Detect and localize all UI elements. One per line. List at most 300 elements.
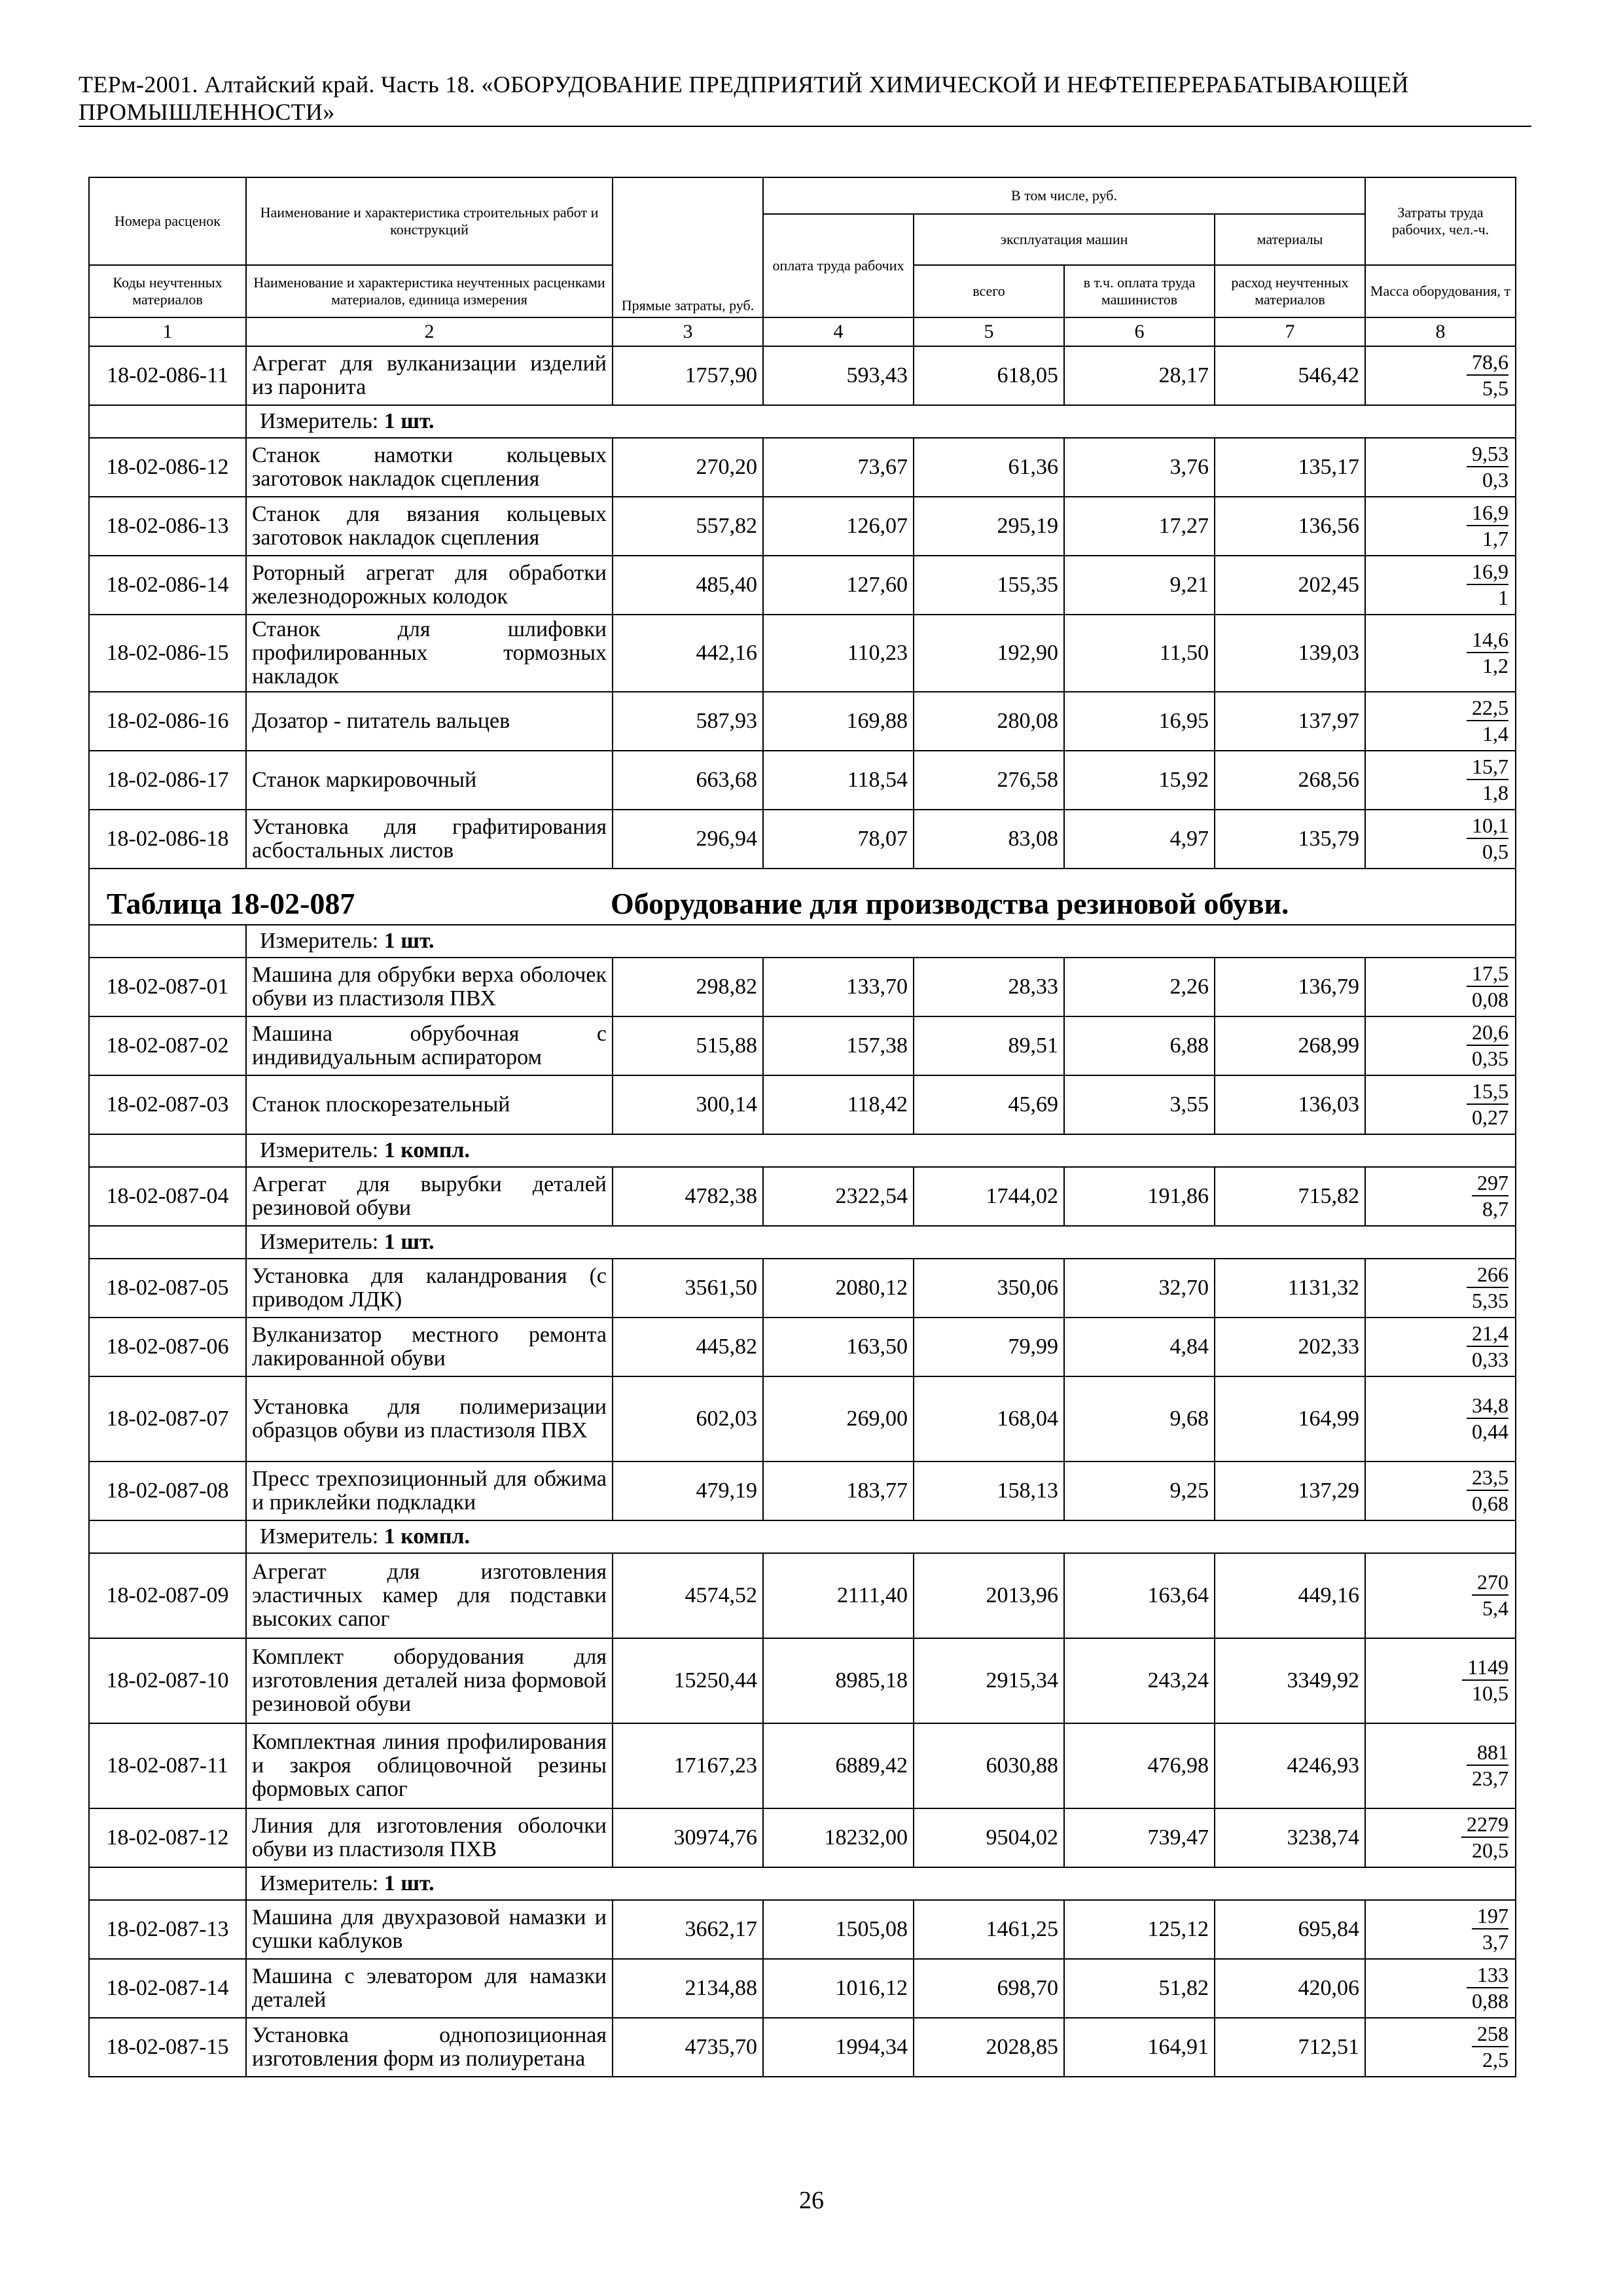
labor-mass-fraction [1365,1462,1516,1520]
rate-code: 18-02-086-12 [89,438,246,497]
fraction [1472,2022,1508,2072]
table-label: Таблица 18-02-087 [107,887,355,920]
operator-pay: 6,88 [1064,1016,1215,1075]
labor-mass-fraction [1365,438,1516,497]
rate-code: 18-02-087-04 [89,1167,246,1226]
equipment-mass-value: 5,35 [1472,1289,1509,1312]
materials-cost: 268,99 [1215,1016,1365,1075]
labor-costs-value: 78,6 [1467,350,1508,376]
rate-code: 18-02-086-17 [89,751,246,810]
operator-pay: 164,91 [1064,2018,1215,2077]
fraction [1467,560,1508,609]
measure-row [89,1134,1516,1167]
labor-costs-value: 21,4 [1467,1321,1508,1347]
machine-operation-total: 295,19 [914,497,1064,556]
fraction [1467,628,1508,677]
machine-operation-total: 2028,85 [914,2018,1064,2077]
rate-code: 18-02-087-08 [89,1462,246,1520]
fraction [1467,814,1508,863]
rate-code: 18-02-087-02 [89,1016,246,1075]
fraction [1467,501,1508,550]
rate-code: 18-02-087-05 [89,1259,246,1318]
operator-pay: 3,55 [1064,1075,1215,1134]
worker-pay: 133,70 [763,958,914,1016]
machine-operation-total: 45,69 [914,1075,1064,1134]
direct-costs: 15250,44 [613,1638,763,1723]
operator-pay: 125,12 [1064,1900,1215,1959]
direct-costs: 445,82 [613,1318,763,1376]
rate-code: 18-02-086-14 [89,556,246,615]
materials-cost: 164,99 [1215,1376,1365,1462]
page-header [79,71,1518,126]
worker-pay: 163,50 [763,1318,914,1376]
work-name: Агрегат для вулканизации изделий из паронита [246,346,613,405]
worker-pay: 118,54 [763,751,914,810]
equipment-mass-value: 0,44 [1472,1420,1509,1443]
materials-cost: 137,97 [1215,692,1365,751]
labor-mass-fraction [1365,1959,1516,2018]
rate-code: 18-02-087-12 [89,1808,246,1867]
head-unaccounted-codes: Коды неучтенных материалов [89,265,246,317]
table-row [89,1376,1516,1462]
labor-costs-value: 881 [1467,1740,1508,1766]
fraction [1472,1904,1508,1954]
operator-pay: 163,64 [1064,1553,1215,1638]
operator-pay: 4,97 [1064,810,1215,869]
rate-code: 18-02-087-15 [89,2018,246,2077]
labor-mass-fraction [1365,1016,1516,1075]
fraction [1467,442,1508,492]
rate-code: 18-02-087-06 [89,1318,246,1376]
operator-pay: 28,17 [1064,346,1215,405]
materials-cost: 136,56 [1215,497,1365,556]
work-name: Роторный агрегат для обработки железнодорожных колодок [246,556,613,615]
rate-code: 18-02-087-11 [89,1723,246,1808]
column-number: 8 [1365,317,1516,346]
equipment-mass-value: 5,5 [1482,376,1509,400]
equipment-mass-value: 0,33 [1472,1348,1509,1371]
machine-operation-total: 1461,25 [914,1900,1064,1959]
measure-label: Измеритель: [260,1230,384,1254]
equipment-mass-value: 5,4 [1482,1596,1509,1620]
direct-costs: 270,20 [613,438,763,497]
work-name: Линия для изготовления оболочки обуви из пластизоля ПХВ [246,1808,613,1867]
materials-cost: 268,56 [1215,751,1365,810]
fraction [1467,1740,1508,1790]
labor-mass-fraction [1365,346,1516,405]
measure-unit [246,1867,1516,1900]
machine-operation-total: 192,90 [914,615,1064,692]
table-row [89,692,1516,751]
equipment-mass-value: 2,5 [1482,2048,1509,2072]
column-numbers-row [89,317,1516,346]
work-name: Вулканизатор местного ремонта лакированной обуви [246,1318,613,1376]
worker-pay: 593,43 [763,346,914,405]
fraction [1472,1570,1508,1620]
rate-code: 18-02-086-15 [89,615,246,692]
page-header-line-1: ТЕРм-2001. Алтайский край. Часть 18. «ОБОРУДОВАНИЕ ПРЕДПРИЯТИЙ ХИМИЧЕСКОЙ И НЕФТЕПЕРЕРАБАТЫВАЮЩЕЙ [79,71,1409,98]
work-name: Дозатор - питатель вальцев [246,692,613,751]
measure-unit [246,1226,1516,1259]
equipment-mass-value: 23,7 [1472,1767,1509,1790]
operator-pay: 191,86 [1064,1167,1215,1226]
equipment-mass-value: 0,88 [1472,1989,1509,2013]
table-row [89,751,1516,810]
equipment-mass-value: 3,7 [1482,1930,1509,1954]
table-row [89,1259,1516,1318]
machine-operation-total: 2915,34 [914,1638,1064,1723]
materials-cost: 4246,93 [1215,1723,1365,1808]
measure-label: Измеритель: [260,929,384,953]
rate-code: 18-02-086-16 [89,692,246,751]
table-row [89,1723,1516,1808]
direct-costs: 298,82 [613,958,763,1016]
head-work-name: Наименование и характеристика строительных работ и конструкций [246,177,613,265]
labor-mass-fraction [1365,810,1516,869]
materials-cost: 139,03 [1215,615,1365,692]
measure-unit [246,1134,1516,1167]
rate-code: 18-02-087-03 [89,1075,246,1134]
equipment-mass-value: 0,3 [1482,468,1509,492]
rate-code: 18-02-087-14 [89,1959,246,2018]
fraction [1467,1079,1508,1129]
measure-spacer [89,405,246,438]
equipment-mass-value: 0,08 [1472,988,1509,1011]
materials-cost: 712,51 [1215,2018,1365,2077]
head-total: всего [914,265,1064,317]
work-name: Машина обрубочная с индивидуальным аспиратором [246,1016,613,1075]
labor-mass-fraction [1365,1638,1516,1723]
measure-spacer [89,1520,246,1553]
machine-operation-total: 168,04 [914,1376,1064,1462]
head-worker-pay: оплата труда рабочих [763,214,914,317]
head-labor-costs: Затраты труда рабочих, чел.-ч. [1365,177,1516,265]
work-name: Станок для шлифовки профилированных тормозных накладок [246,615,613,692]
head-materials: материалы [1215,214,1365,265]
machine-operation-total: 1744,02 [914,1167,1064,1226]
direct-costs: 3561,50 [613,1259,763,1318]
fraction [1467,350,1508,400]
measure-row [89,925,1516,958]
column-number: 2 [246,317,613,346]
direct-costs: 300,14 [613,1075,763,1134]
work-name: Установка для каландрования (с приводом ЛДК) [246,1259,613,1318]
materials-cost: 136,79 [1215,958,1365,1016]
table-row [89,438,1516,497]
fraction [1467,1963,1508,2013]
machine-operation-total: 698,70 [914,1959,1064,2018]
direct-costs: 1757,90 [613,346,763,405]
fraction [1467,1321,1508,1371]
measure-row [89,405,1516,438]
worker-pay: 2111,40 [763,1553,914,1638]
direct-costs: 602,03 [613,1376,763,1462]
machine-operation-total: 2013,96 [914,1553,1064,1638]
materials-cost: 546,42 [1215,346,1365,405]
measure-row [89,1226,1516,1259]
work-name: Машина для двухразовой намазки и сушки каблуков [246,1900,613,1959]
worker-pay: 126,07 [763,497,914,556]
operator-pay: 9,21 [1064,556,1215,615]
labor-costs-value: 297 [1472,1171,1508,1196]
equipment-mass-value: 0,27 [1472,1105,1509,1129]
operator-pay: 17,27 [1064,497,1215,556]
worker-pay: 118,42 [763,1075,914,1134]
work-name: Станок для вязания кольцевых заготовок накладок сцепления [246,497,613,556]
labor-costs-value: 2279 [1461,1812,1508,1838]
operator-pay: 9,68 [1064,1376,1215,1462]
rate-code: 18-02-086-18 [89,810,246,869]
measure-unit-value: 1 шт. [383,1871,435,1895]
fraction [1467,755,1508,804]
labor-costs-value: 22,5 [1467,696,1508,721]
worker-pay: 110,23 [763,615,914,692]
work-name: Пресс трехпозиционный для обжима и приклейки подкладки [246,1462,613,1520]
work-name: Установка однопозиционная изготовления форм из полиуретана [246,2018,613,2077]
materials-cost: 420,06 [1215,1959,1365,2018]
table-row [89,2018,1516,2077]
work-name: Станок намотки кольцевых заготовок накладок сцепления [246,438,613,497]
work-name: Установка для полимеризации образцов обуви из пластизоля ПВХ [246,1376,613,1462]
head-direct-costs: Прямые затраты, руб. [613,177,763,317]
direct-costs: 4735,70 [613,2018,763,2077]
table-row [89,810,1516,869]
work-name: Станок плоскорезательный [246,1075,613,1134]
operator-pay: 51,82 [1064,1959,1215,2018]
fraction [1467,1393,1508,1443]
measure-row [89,1867,1516,1900]
equipment-mass-value: 1 [1498,586,1509,609]
materials-cost: 3238,74 [1215,1808,1365,1867]
head-machine-operation: эксплуатация машин [914,214,1215,265]
direct-costs: 17167,23 [613,1723,763,1808]
labor-costs-value: 14,6 [1467,628,1508,653]
measure-spacer [89,1134,246,1167]
table-title: Оборудование для производства резиновой обуви. [611,887,1289,920]
operator-pay: 15,92 [1064,751,1215,810]
equipment-mass-value: 1,7 [1482,527,1509,550]
direct-costs: 4782,38 [613,1167,763,1226]
machine-operation-total: 276,58 [914,751,1064,810]
worker-pay: 18232,00 [763,1808,914,1867]
materials-cost: 202,45 [1215,556,1365,615]
operator-pay: 476,98 [1064,1723,1215,1808]
table-row [89,1553,1516,1638]
operator-pay: 32,70 [1064,1259,1215,1318]
machine-operation-total: 158,13 [914,1462,1064,1520]
worker-pay: 2322,54 [763,1167,914,1226]
direct-costs: 442,16 [613,615,763,692]
labor-mass-fraction [1365,1808,1516,1867]
labor-costs-value: 197 [1472,1904,1508,1929]
worker-pay: 8985,18 [763,1638,914,1723]
machine-operation-total: 280,08 [914,692,1064,751]
machine-operation-total: 89,51 [914,1016,1064,1075]
labor-costs-value: 34,8 [1467,1393,1508,1419]
machine-operation-total: 61,36 [914,438,1064,497]
measure-unit-value: 1 компл. [383,1524,471,1549]
worker-pay: 169,88 [763,692,914,751]
table-row [89,615,1516,692]
labor-costs-value: 1149 [1462,1655,1508,1681]
labor-costs-value: 133 [1467,1963,1508,1988]
direct-costs: 2134,88 [613,1959,763,2018]
worker-pay: 2080,12 [763,1259,914,1318]
rate-code: 18-02-086-13 [89,497,246,556]
labor-mass-fraction [1365,1723,1516,1808]
labor-mass-fraction [1365,692,1516,751]
direct-costs: 296,94 [613,810,763,869]
header-rule [79,126,1531,127]
fraction [1462,1655,1508,1705]
operator-pay: 2,26 [1064,958,1215,1016]
worker-pay: 6889,42 [763,1723,914,1808]
table-row [89,1638,1516,1723]
equipment-mass-value: 0,35 [1472,1047,1509,1070]
head-equipment-mass: Масса оборудования, т [1365,265,1516,317]
direct-costs: 3662,17 [613,1900,763,1959]
measure-unit-value: 1 шт. [383,929,435,953]
labor-costs-value: 15,7 [1467,755,1508,780]
fraction [1467,1465,1508,1515]
labor-costs-value: 266 [1467,1263,1508,1288]
labor-costs-value: 270 [1472,1570,1508,1596]
operator-pay: 16,95 [1064,692,1215,751]
measure-spacer [89,1226,246,1259]
labor-costs-value: 16,9 [1467,501,1508,526]
direct-costs: 4574,52 [613,1553,763,1638]
materials-cost: 449,16 [1215,1553,1365,1638]
section-title [89,869,1516,925]
worker-pay: 78,07 [763,810,914,869]
measure-spacer [89,1867,246,1900]
labor-mass-fraction [1365,1167,1516,1226]
rate-code: 18-02-087-10 [89,1638,246,1723]
worker-pay: 1994,34 [763,2018,914,2077]
operator-pay: 243,24 [1064,1638,1215,1723]
equipment-mass-value: 0,68 [1472,1492,1509,1515]
work-name: Агрегат для изготовления эластичных камер для подставки высоких сапог [246,1553,613,1638]
machine-operation-total: 9504,02 [914,1808,1064,1867]
fraction [1472,1171,1508,1221]
table-row [89,1167,1516,1226]
labor-mass-fraction [1365,751,1516,810]
equipment-mass-value: 20,5 [1472,1839,1509,1862]
labor-mass-fraction [1365,958,1516,1016]
measure-row [89,1520,1516,1553]
measure-spacer [89,925,246,958]
operator-pay: 4,84 [1064,1318,1215,1376]
worker-pay: 1016,12 [763,1959,914,2018]
equipment-mass-value: 1,2 [1482,654,1509,677]
head-incl-rub: В том числе, руб. [763,177,1365,214]
direct-costs: 479,19 [613,1462,763,1520]
head-unaccounted-consumption: расход неучтенных материалов [1215,265,1365,317]
rate-code: 18-02-087-09 [89,1553,246,1638]
column-number: 4 [763,317,914,346]
worker-pay: 73,67 [763,438,914,497]
labor-costs-value: 9,53 [1467,442,1508,467]
machine-operation-total: 350,06 [914,1259,1064,1318]
operator-pay: 9,25 [1064,1462,1215,1520]
measure-label: Измеритель: [260,409,384,433]
equipment-mass-value: 1,4 [1482,722,1509,745]
materials-cost: 1131,32 [1215,1259,1365,1318]
labor-mass-fraction [1365,1376,1516,1462]
fraction [1467,1020,1508,1070]
labor-costs-value: 23,5 [1467,1465,1508,1491]
head-incl-operator-pay: в т.ч. оплата труда машинистов [1064,265,1215,317]
labor-costs-value: 16,9 [1467,560,1508,585]
column-number: 6 [1064,317,1215,346]
table-row [89,346,1516,405]
machine-operation-total: 618,05 [914,346,1064,405]
machine-operation-total: 6030,88 [914,1723,1064,1808]
labor-mass-fraction [1365,497,1516,556]
column-number: 3 [613,317,763,346]
measure-label: Измеритель: [260,1524,384,1549]
work-name: Установка для графитирования асбостальных листов [246,810,613,869]
work-name: Машина с элеватором для намазки деталей [246,1959,613,2018]
labor-costs-value: 17,5 [1467,961,1508,987]
labor-mass-fraction [1365,1075,1516,1134]
labor-costs-value: 258 [1472,2022,1508,2047]
direct-costs: 485,40 [613,556,763,615]
table-row [89,1462,1516,1520]
fraction [1461,1812,1508,1862]
measure-unit [246,1520,1516,1553]
fraction [1467,961,1508,1011]
direct-costs: 663,68 [613,751,763,810]
work-name: Агрегат для вырубки деталей резиновой обуви [246,1167,613,1226]
rate-code: 18-02-086-11 [89,346,246,405]
fraction [1467,696,1508,745]
measure-unit-value: 1 шт. [383,409,435,433]
labor-mass-fraction [1365,556,1516,615]
worker-pay: 183,77 [763,1462,914,1520]
labor-mass-fraction [1365,1900,1516,1959]
materials-cost: 695,84 [1215,1900,1365,1959]
measure-label: Измеритель: [260,1871,384,1895]
equipment-mass-value: 10,5 [1472,1681,1509,1705]
machine-operation-total: 28,33 [914,958,1064,1016]
operator-pay: 3,76 [1064,438,1215,497]
worker-pay: 1505,08 [763,1900,914,1959]
equipment-mass-value: 1,8 [1482,781,1509,804]
worker-pay: 269,00 [763,1376,914,1462]
head-unaccounted-name: Наименование и характеристика неучтенных расценками материалов, единица измерения [246,265,613,317]
measure-label: Измеритель: [260,1138,384,1162]
work-name: Станок маркировочный [246,751,613,810]
direct-costs: 557,82 [613,497,763,556]
labor-mass-fraction [1365,1318,1516,1376]
materials-cost: 137,29 [1215,1462,1365,1520]
measure-unit-value: 1 компл. [383,1138,471,1162]
table-row [89,1016,1516,1075]
labor-mass-fraction [1365,2018,1516,2077]
machine-operation-total: 155,35 [914,556,1064,615]
measure-unit-value: 1 шт. [383,1230,435,1254]
labor-mass-fraction [1365,1259,1516,1318]
table-row [89,497,1516,556]
work-name: Машина для обрубки верха оболочек обуви из пластизоля ПВХ [246,958,613,1016]
materials-cost: 202,33 [1215,1318,1365,1376]
machine-operation-total: 83,08 [914,810,1064,869]
rates-table [88,177,1516,2077]
materials-cost: 135,79 [1215,810,1365,869]
measure-unit [246,925,1516,958]
direct-costs: 587,93 [613,692,763,751]
